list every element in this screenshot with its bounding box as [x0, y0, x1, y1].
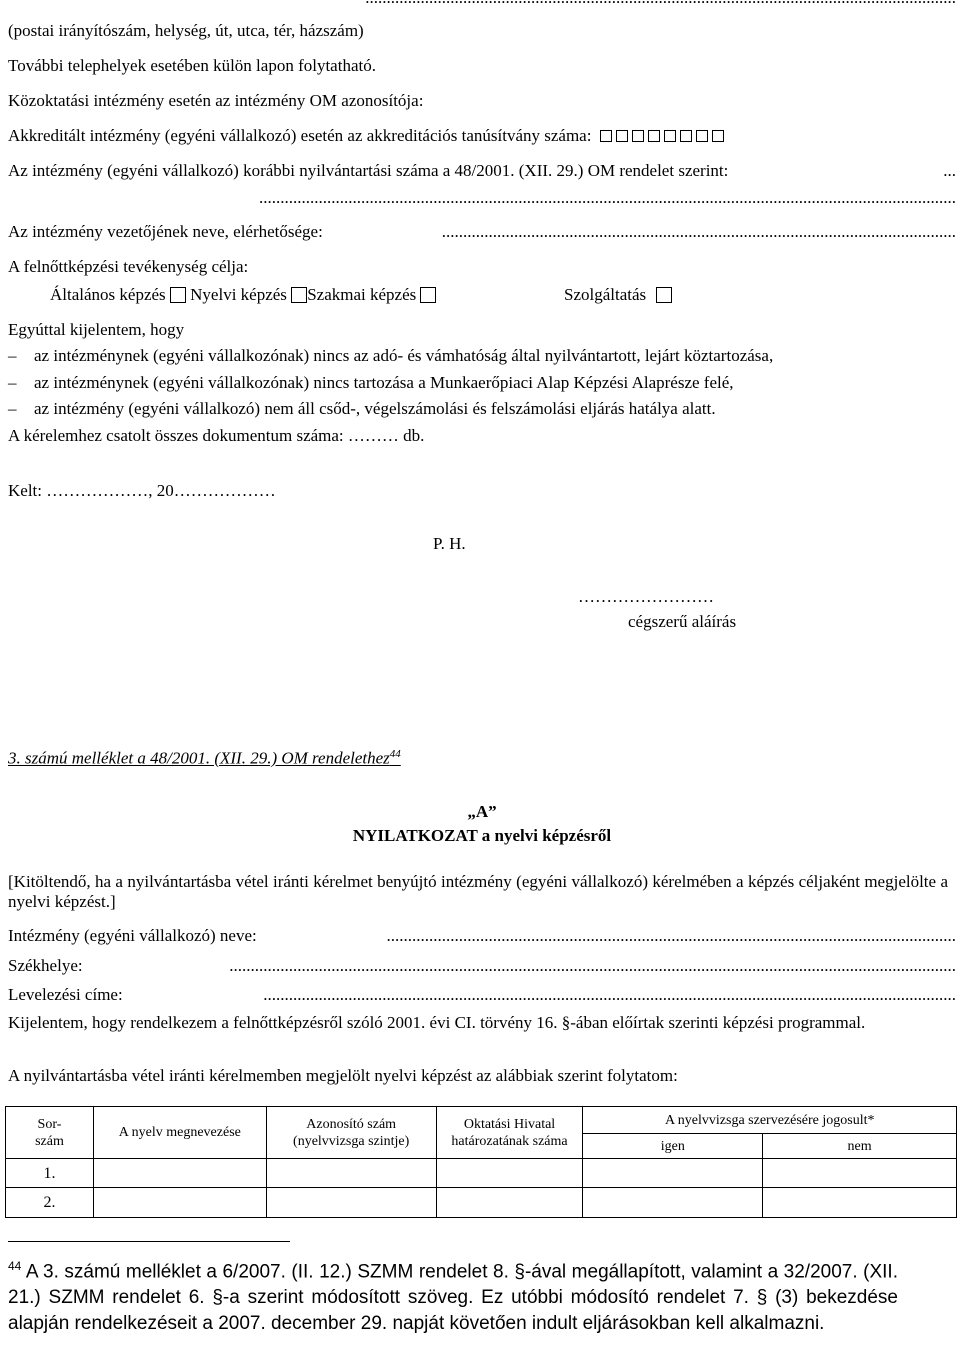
director-dots: .........................................................................................................................: [441, 222, 956, 241]
footnote: [8, 1253, 898, 1337]
footnote-number: 44: [8, 1259, 22, 1273]
digit-box[interactable]: [680, 130, 692, 142]
declaration-text-3: az intézmény (egyéni vállalkozó) nem áll csőd-, végelszámolási és felszámolási eljárás hatálya alatt.: [34, 399, 716, 418]
language-training-table: [5, 1106, 957, 1218]
cell-no[interactable]: [763, 1159, 957, 1188]
digit-box[interactable]: [664, 130, 676, 142]
director-label: Az intézmény vezetőjének neve, elérhetősége:: [8, 222, 323, 241]
institution-name-label: Intézmény (egyéni vállalkozó) neve:: [8, 926, 257, 945]
cell-yes[interactable]: [583, 1188, 763, 1218]
digit-box[interactable]: [600, 130, 612, 142]
top-dotted-line: [365, 0, 956, 8]
annex-heading-text: 3. számú melléklet a 48/2001. (XII. 29.) OM rendelethez: [8, 748, 390, 768]
row-number: 2.: [6, 1188, 94, 1218]
digit-box[interactable]: [648, 130, 660, 142]
training-goal-label: A felnőttképzési tevékenység célja:: [8, 257, 249, 276]
mailing-address-label: Levelezési címe:: [8, 985, 123, 1004]
dash-bullet: –: [8, 373, 17, 392]
previous-registration-dots: ...: [943, 161, 956, 180]
additional-sites-note: További telephelyek esetében külön lapon folytatható.: [8, 56, 376, 75]
cell-language[interactable]: [93, 1159, 266, 1188]
col-header-yes: igen: [583, 1134, 763, 1159]
signature-label: cégszerű aláírás: [628, 612, 737, 631]
footnote-separator: [8, 1241, 290, 1242]
address-hint: (postai irányítószám, helység, út, utca, tér, házszám): [8, 21, 364, 40]
dash-bullet: –: [8, 346, 17, 365]
option-professional-label: Szakmai képzés: [307, 285, 417, 304]
footnote-text: A 3. számú melléklet a 6/2007. (II. 12.) SZMM rendelet 8. §-ával megállapított, valamint a 32/2007. (XII. 21.) SZMM rendelet 6. §-a szerint módosított szöveg. Ez utóbbi módosító rendelet 7. § (3) bekezdése alapján rendelkezéseit a 2007. december 29. napját követően indult eljárásokban kell alkalmazni.: [8, 1261, 898, 1335]
seat-dots: ...........................................................................................................................................................................: [229, 956, 956, 975]
program-declaration: Kijelentem, hogy rendelkezem a felnőttképzésről szóló 2001. évi CI. törvény 16. §-ában előírtak szerinti képzési programmal.: [8, 1013, 866, 1032]
annex-heading: [8, 744, 401, 769]
form-letter-title: „A”: [467, 802, 497, 821]
option-language-checkbox[interactable]: [291, 287, 307, 303]
annex-footnote-ref[interactable]: 44: [389, 748, 401, 760]
dash-bullet: –: [8, 399, 17, 418]
accreditation-label: Akkreditált intézmény (egyéni vállalkozó) esetén az akkreditációs tanúsítvány száma:: [8, 126, 592, 145]
cell-decision[interactable]: [436, 1188, 583, 1218]
stamp-placeholder: P. H.: [433, 534, 466, 553]
institution-name-dots: ......................................................................................................................................: [386, 926, 956, 945]
declaration-item-1: [8, 346, 773, 366]
option-general-label: Általános képzés: [50, 285, 166, 304]
previous-registration-label: Az intézmény (egyéni vállalkozó) korábbi nyilvántartási száma a 48/2001. (XII. 29.) OM rendelet szerint:: [8, 161, 729, 180]
col-header-no: nem: [763, 1134, 957, 1159]
signature-dots: ……………………: [578, 587, 714, 606]
seat-label: Székhelye:: [8, 956, 83, 975]
declaration-intro: Egyúttal kijelentem, hogy: [8, 320, 185, 339]
option-service-checkbox[interactable]: [656, 287, 672, 303]
col-header-identifier: Azonosító szám (nyelvvizsga szintje): [266, 1107, 436, 1159]
mailing-address-dots: ...................................................................................................................................................................: [263, 985, 956, 1004]
digit-box[interactable]: [632, 130, 644, 142]
col-header-entitled: A nyelvvizsga szervezésére jogosult*: [583, 1107, 957, 1134]
cell-decision[interactable]: [436, 1159, 583, 1188]
option-service-row: [564, 285, 672, 305]
digit-box[interactable]: [712, 130, 724, 142]
col-header-serial: Sor- szám: [6, 1107, 94, 1159]
option-professional-checkbox[interactable]: [420, 287, 436, 303]
cell-no[interactable]: [763, 1188, 957, 1218]
cell-identifier[interactable]: [266, 1188, 436, 1218]
form-title: NYILATKOZAT a nyelvi képzésről: [352, 826, 612, 845]
digit-box[interactable]: [696, 130, 708, 142]
option-service-label: Szolgáltatás: [564, 285, 647, 304]
declaration-text-2: az intézménynek (egyéni vállalkozónak) nincs tartozása a Munkaerőpiaci Alap Képzési Alaprésze felé,: [34, 373, 734, 392]
accreditation-row: [8, 126, 728, 146]
digit-box[interactable]: [616, 130, 628, 142]
option-language-label: Nyelvi képzés: [190, 285, 287, 304]
col-header-decision: Oktatási Hivatal határozatának száma: [436, 1107, 583, 1159]
cell-identifier[interactable]: [266, 1159, 436, 1188]
date-line: Kelt: ………………, 20………………: [8, 481, 276, 500]
declaration-item-3: [8, 399, 716, 419]
attachment-count: A kérelemhez csatolt összes dokumentum száma: ……… db.: [8, 426, 425, 445]
declaration-item-2: [8, 373, 734, 393]
declaration-text-1: az intézménynek (egyéni vállalkozónak) nincs az adó- és vámhatóság által nyilvántartott, lejárt köztartozása,: [34, 346, 774, 365]
cell-yes[interactable]: [583, 1159, 763, 1188]
fill-instruction: [Kitöltendő, ha a nyilvántartásba vétel iránti kérelmet benyújtó intézmény (egyéni vállalkozó) kérelmében a képzés céljaként megjelölte a nyelvi képzést.]: [8, 872, 948, 911]
continuation-dots: ....................................................................................................................................................................: [259, 188, 956, 207]
row-number: 1.: [6, 1159, 94, 1188]
table-intro: A nyilvántartásba vétel iránti kérelmemben megjelölt nyelvi képzést az alábbiak szerint folytatom:: [8, 1066, 678, 1085]
option-general-checkbox[interactable]: [170, 287, 186, 303]
om-id-label: Közoktatási intézmény esetén az intézmény OM azonosítója:: [8, 91, 424, 110]
training-goal-options: [50, 285, 436, 305]
cell-language[interactable]: [93, 1188, 266, 1218]
accreditation-boxes: [600, 126, 728, 145]
col-header-language: A nyelv megnevezése: [93, 1107, 266, 1159]
